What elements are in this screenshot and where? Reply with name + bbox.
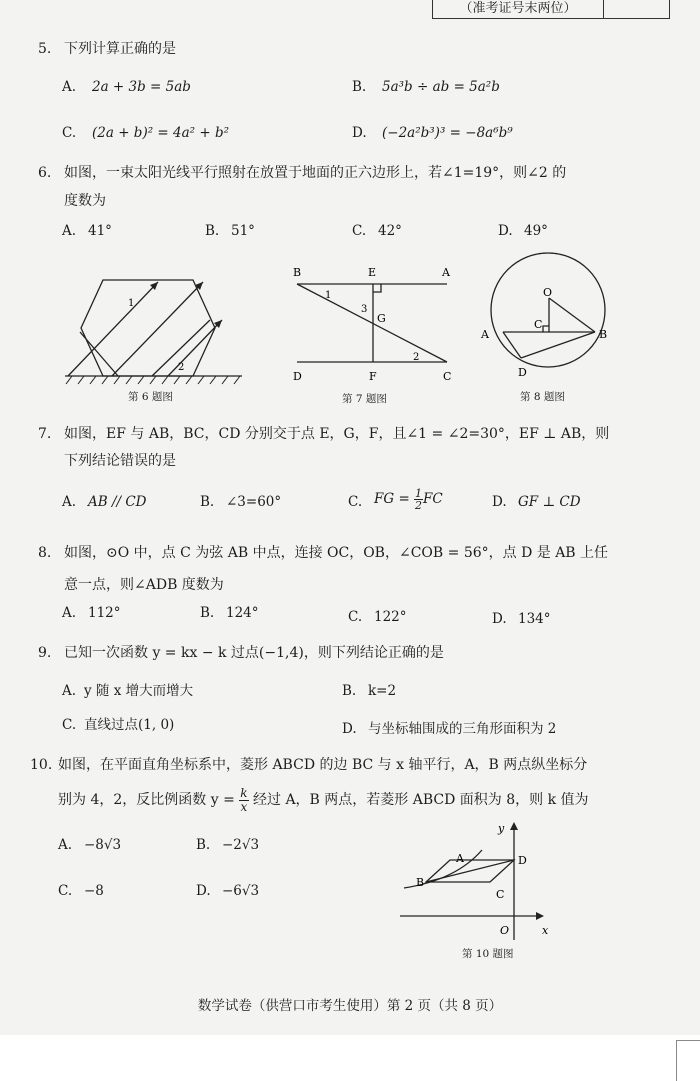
- q7-option-c: [374, 488, 443, 511]
- question-5-number: 5.: [38, 41, 52, 57]
- question-7-stem-line2: 下列结论错误的是: [64, 453, 176, 469]
- q10-stem-pre: 别为 4，2，反比例函数 y =: [58, 792, 240, 808]
- q6-option-b-label: B.: [205, 223, 220, 239]
- q9-option-d: 与坐标轴围成的三角形面积为 2: [368, 721, 557, 737]
- figure-6-hexagon-diagram: [60, 270, 250, 388]
- fig7-label-e: E: [368, 266, 377, 279]
- question-6-stem-line2: 度数为: [64, 193, 106, 209]
- right-angle-mark: [373, 284, 381, 292]
- hexagon-inner-line-left: [80, 332, 118, 376]
- q10-option-b-label: B.: [196, 837, 211, 853]
- question-9-stem: 已知一次函数 y = kx − k 过点(−1,4)，则下列结论正确的是: [64, 645, 444, 661]
- q7-option-a-label: A.: [62, 494, 77, 510]
- question-9-number: 9.: [38, 645, 52, 661]
- q9-option-d-label: D.: [342, 721, 357, 737]
- q8-option-c-label: C.: [348, 609, 363, 625]
- fig7-label-a: A: [442, 266, 450, 279]
- sun-ray-3: [168, 320, 222, 376]
- figure-10-coordinate-diagram: [396, 818, 556, 946]
- exam-number-box: [432, 0, 670, 19]
- q9-option-c: 直线过点(1, 0): [84, 717, 175, 733]
- question-8-number: 8.: [38, 545, 52, 561]
- q5-option-b: 5a³b ÷ ab = 5a²b: [382, 79, 500, 95]
- q10-option-c: −8: [84, 883, 104, 899]
- frac-denominator: 2: [415, 499, 423, 512]
- q9-option-b: k=2: [368, 683, 397, 699]
- q5-option-b-label: B.: [352, 79, 367, 95]
- fig6-angle-2-label: 2: [178, 362, 185, 373]
- q5-option-a: 2a + 3b = 5ab: [92, 79, 191, 95]
- frac-numerator: k: [240, 785, 248, 800]
- q5-option-d: (−2a²b³)³ = −8a⁶b⁹: [382, 125, 513, 141]
- fig10-label-b: B: [416, 876, 425, 889]
- frac-denominator: x: [240, 799, 248, 814]
- q10-option-a: −8√3: [84, 837, 122, 853]
- q7-option-b: ∠3=60°: [226, 494, 282, 510]
- q6-option-d: 49°: [524, 223, 548, 239]
- question-5-stem: 下列计算正确的是: [64, 41, 176, 57]
- q9-option-c-label: C.: [62, 717, 77, 733]
- fig8-label-b: B: [599, 328, 608, 341]
- fig7-angle-1: 1: [325, 290, 332, 301]
- q10-option-c-label: C.: [58, 883, 73, 899]
- q7-option-c-suffix: FC: [423, 491, 443, 507]
- fig10-label-c: C: [496, 888, 505, 901]
- fig8-label-c: C: [534, 318, 543, 331]
- y-axis-arrow: [510, 822, 518, 830]
- q10-stem-post: 经过 A，B 两点，若菱形 ABCD 面积为 8，则 k 值为: [248, 792, 589, 808]
- fig7-label-g: G: [377, 312, 386, 325]
- exam-number-note: （准考证号末两位）: [433, 0, 604, 18]
- sun-ray-2: [112, 282, 203, 376]
- fig10-label-y: y: [498, 822, 505, 835]
- q7-option-c-prefix: FG =: [374, 491, 415, 507]
- q8-option-d: 134°: [518, 611, 551, 627]
- fig7-label-d: D: [293, 370, 302, 383]
- question-10-stem-line2: [58, 785, 589, 815]
- q10-option-d: −6√3: [222, 883, 260, 899]
- fig10-label-o: O: [500, 924, 510, 937]
- question-6-number: 6.: [38, 165, 52, 181]
- frac-numerator: 1: [415, 487, 423, 500]
- fig10-label-x: x: [542, 924, 549, 937]
- q8-option-b: 124°: [226, 605, 259, 621]
- q8-option-b-label: B.: [200, 605, 215, 621]
- q7-option-d-label: D.: [492, 494, 507, 510]
- q8-option-d-label: D.: [492, 611, 507, 627]
- q5-option-a-label: A.: [62, 79, 77, 95]
- fig8-label-d: D: [518, 366, 527, 379]
- q9-option-a: y 随 x 增大而增大: [84, 683, 194, 699]
- question-6-stem-line1: 如图，一束太阳光线平行照射在放置于地面的正六边形上，若∠1=19°，则∠2 的: [64, 165, 567, 181]
- hexagon-shape: [81, 280, 215, 376]
- q6-option-c: 42°: [378, 223, 402, 239]
- fig7-label-c: C: [443, 370, 452, 383]
- fig10-label-a: A: [456, 852, 464, 865]
- q10-option-b: −2√3: [222, 837, 260, 853]
- circle-o: [491, 253, 608, 367]
- q6-option-a-label: A.: [62, 223, 77, 239]
- q6-option-c-label: C.: [352, 223, 367, 239]
- q7-option-d: GF ⊥ CD: [518, 494, 581, 510]
- q7-option-a: AB // CD: [88, 494, 147, 510]
- fig8-label-a: A: [481, 328, 489, 341]
- figure-8-circle-diagram: [478, 246, 618, 386]
- q5-option-d-label: D.: [352, 125, 367, 141]
- diagonal-bd: [426, 860, 514, 882]
- fig7-label-b: B: [293, 266, 302, 279]
- fraction-one-half: [414, 488, 423, 511]
- question-10-number: 10.: [30, 757, 53, 773]
- question-7-number: 7.: [38, 426, 52, 442]
- q7-option-c-label: C.: [348, 494, 363, 510]
- fig7-angle-2: 2: [413, 352, 420, 363]
- q6-option-d-label: D.: [498, 223, 513, 239]
- fig10-label-d: D: [518, 854, 527, 867]
- fig8-label-o: O: [543, 286, 553, 299]
- q6-option-b: 51°: [231, 223, 255, 239]
- fig7-label-f: F: [369, 370, 377, 383]
- line-bc: [297, 284, 447, 362]
- fig6-angle-1-label: 1: [128, 298, 135, 309]
- q7-option-b-label: B.: [200, 494, 215, 510]
- q10-option-d-label: D.: [196, 883, 211, 899]
- figure-8-caption: 第 8 题图: [520, 391, 565, 403]
- q9-option-b-label: B.: [342, 683, 357, 699]
- q8-option-c: 122°: [374, 609, 407, 625]
- x-axis-arrow: [536, 912, 544, 920]
- q10-option-a-label: A.: [58, 837, 73, 853]
- q8-option-a: 112°: [88, 605, 121, 621]
- page-corner-mark: [676, 1040, 700, 1081]
- figure-6-caption: 第 6 题图: [128, 391, 173, 403]
- question-8-stem-line1: 如图，⊙O 中，点 C 为弦 AB 中点，连接 OC，OB，∠COB = 56°，点 D 是 AB 上任: [64, 545, 609, 561]
- q8-option-a-label: A.: [62, 605, 77, 621]
- q5-option-c: (2a + b)² = 4a² + b²: [92, 125, 230, 141]
- figure-7-diagram: [285, 262, 465, 390]
- question-10-stem-line1: 如图，在平面直角坐标系中，菱形 ABCD 的边 BC 与 x 轴平行，A，B 两点纵坐标分: [58, 757, 588, 773]
- figure-10-caption: 第 10 题图: [462, 948, 514, 960]
- segment-ob: [549, 298, 595, 332]
- right-angle-mark: [543, 326, 549, 332]
- q6-option-a: 41°: [88, 223, 112, 239]
- page-footer: 数学试卷（供营口市考生使用）第 2 页（共 8 页）: [197, 998, 503, 1014]
- figure-7-caption: 第 7 题图: [342, 393, 387, 405]
- question-7-stem-line1: 如图，EF 与 AB，BC，CD 分别交于点 E，G，F，且∠1 = ∠2=30°，EF ⊥ AB，则: [64, 426, 610, 442]
- fraction-k-over-x: [239, 787, 248, 814]
- q9-option-a-label: A.: [62, 683, 77, 699]
- q5-option-c-label: C.: [62, 125, 77, 141]
- question-8-stem-line2: 意一点，则∠ADB 度数为: [64, 577, 224, 593]
- fig7-angle-3: 3: [361, 304, 368, 315]
